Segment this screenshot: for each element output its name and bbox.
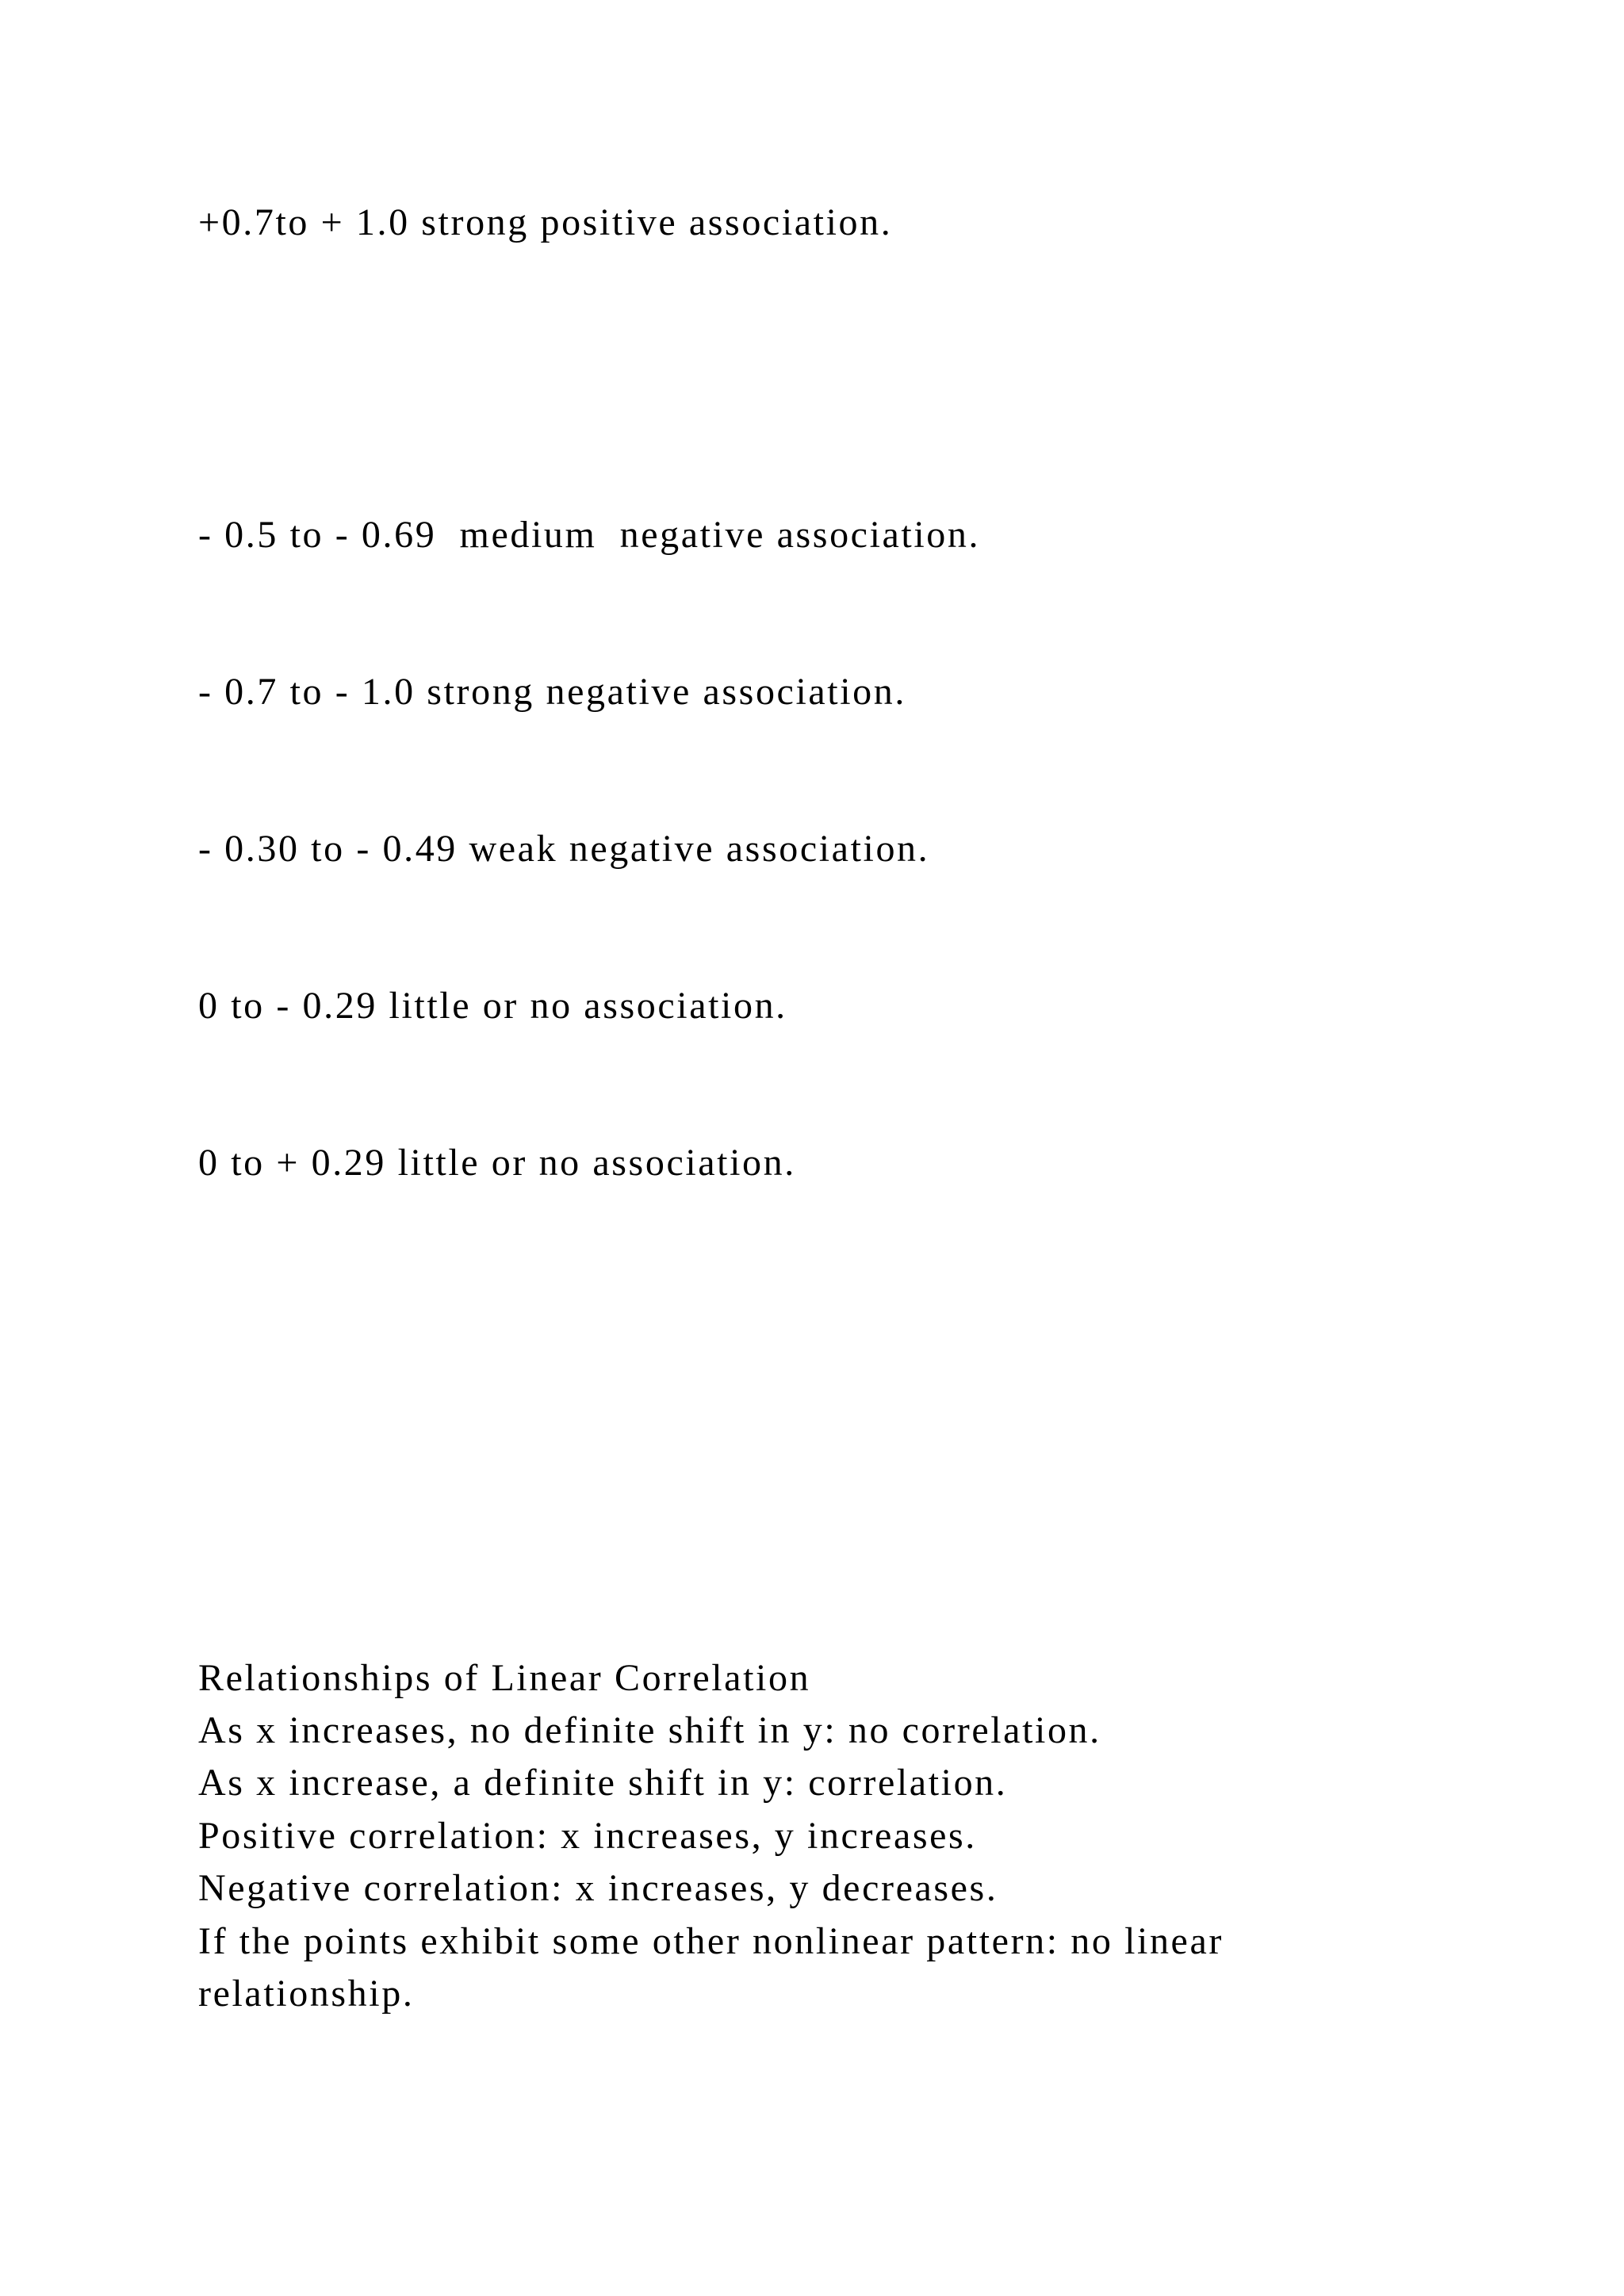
relationship-line: If the points exhibit some other nonlinear pattern: no linear xyxy=(198,1919,1224,1962)
relationships-title: Relationships of Linear Correlation xyxy=(198,1657,811,1699)
relationship-line: As x increase, a definite shift in y: correlation. xyxy=(198,1762,1008,1804)
relationship-line: relationship. xyxy=(198,1973,415,2015)
relationship-line: Negative correlation: x increases, y decreases. xyxy=(198,1867,998,1910)
association-strong-positive: +0.7to + 1.0 strong positive association. xyxy=(198,201,893,243)
relationship-line: As x increases, no definite shift in y: no correlation. xyxy=(198,1709,1101,1751)
relationships-list xyxy=(198,1705,1224,2020)
association-none-positive-side: 0 to + 0.29 little or no association. xyxy=(198,1142,796,1184)
relationship-line: Positive correlation: x increases, y increases. xyxy=(198,1814,977,1857)
association-medium-negative: - 0.5 to - 0.69 medium negative association. xyxy=(198,514,981,556)
association-strong-negative: - 0.7 to - 1.0 strong negative association. xyxy=(198,671,906,713)
association-weak-negative: - 0.30 to - 0.49 weak negative association. xyxy=(198,828,930,870)
association-none-negative-side: 0 to - 0.29 little or no association. xyxy=(198,985,787,1027)
